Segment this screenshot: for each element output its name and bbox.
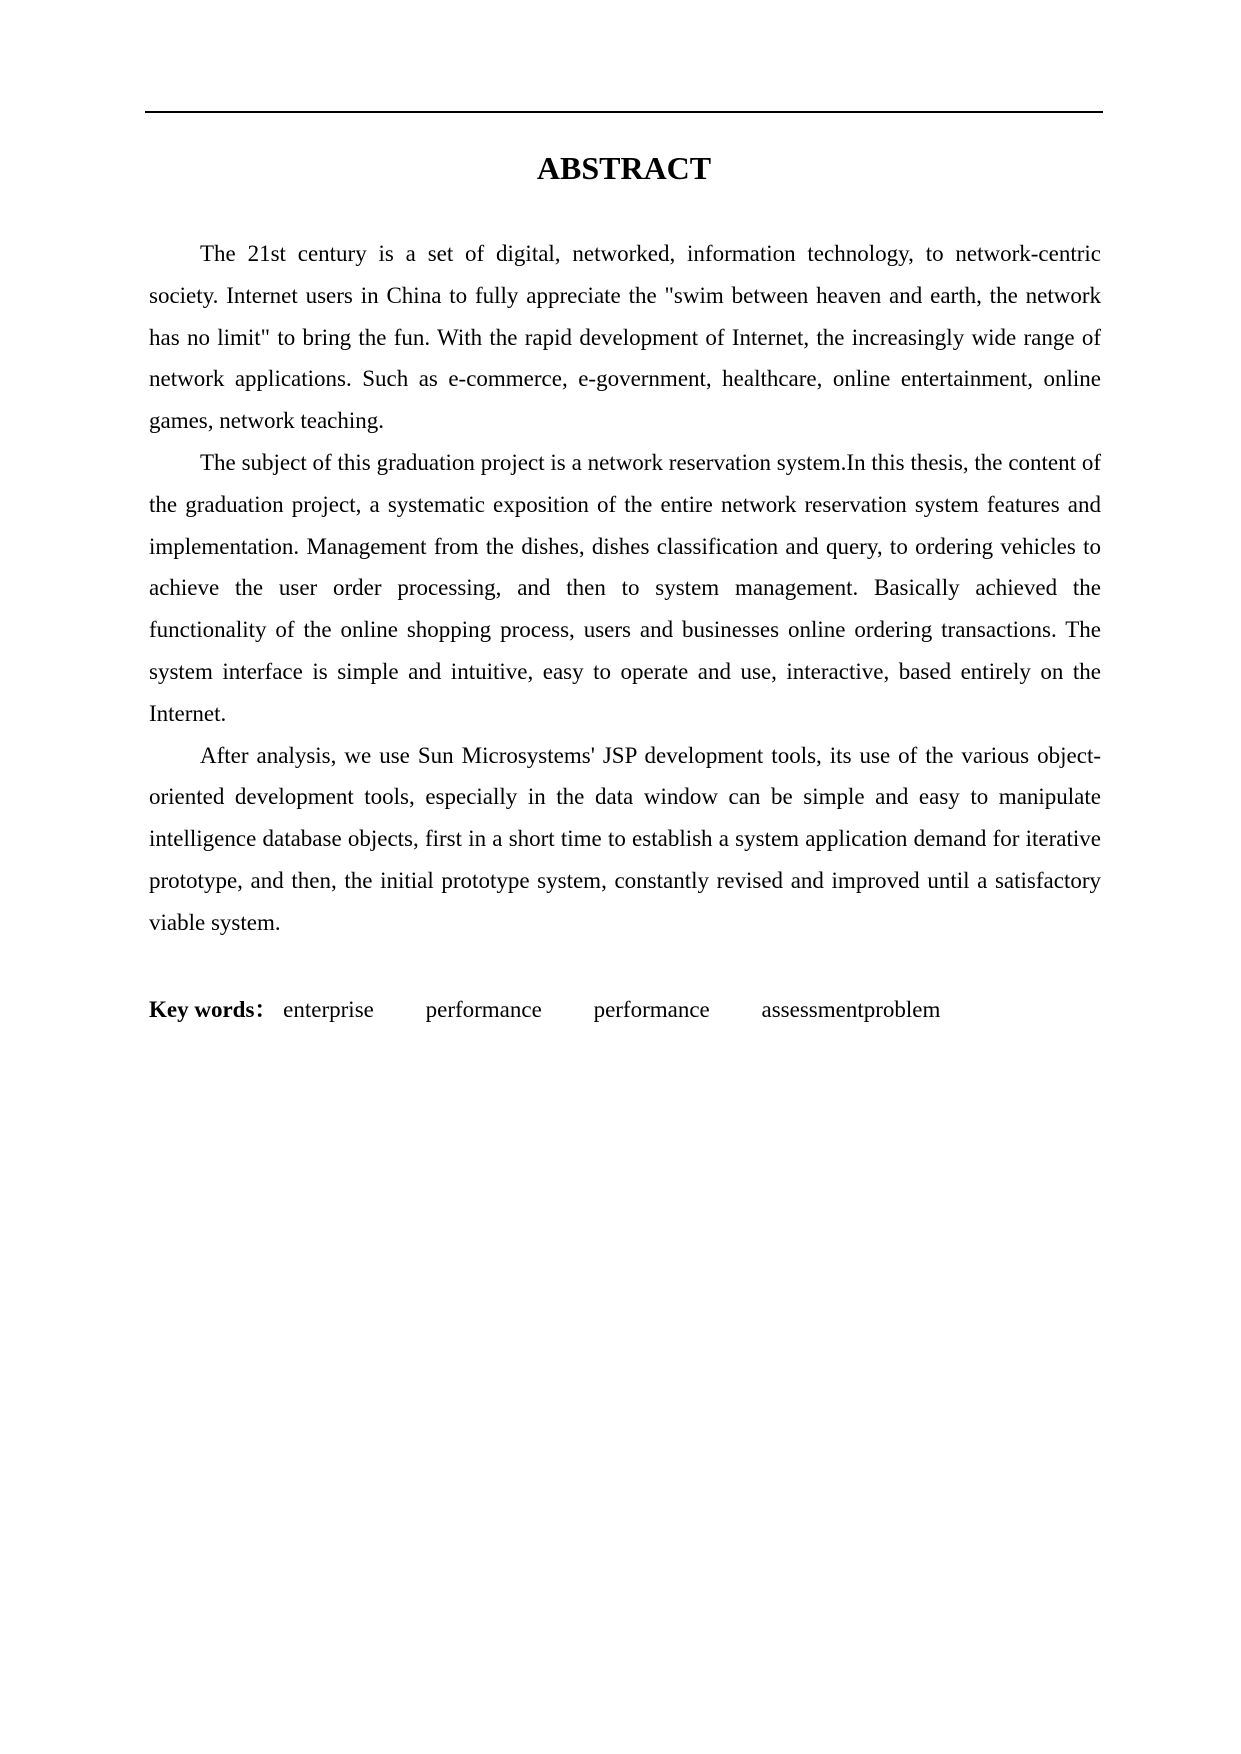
keywords-label: Key words： [149,997,278,1022]
abstract-paragraph-2: The subject of this graduation project is a network reservation system.In this thesis, the content of the graduation project, a systematic exposition of the entire network reservation system features and implementation. Management from the dishes, dishes classification and query, to ordering vehicles to achieve the user order processing, and then to system management. Basically achieved the functionality of the online shopping process, users and businesses online ordering transactions. The system interface is simple and intuitive, easy to operate and use, interactive, based entirely on the Internet. [149,449,1101,726]
keyword-3: performance [593,997,710,1022]
abstract-body [149,233,1101,944]
abstract-title: ABSTRACT [536,150,712,186]
abstract-paragraph-1: The 21st century is a set of digital, networked, information technology, to network-centric society. Internet users in China to fully appreciate the "swim between heaven and earth, the network has no limit" to bring the fun. With the rapid development of Internet, the increasingly wide range of network applications. Such as e-commerce, e-government, healthcare, online entertainment, online games, network teaching. [149,241,1101,434]
keyword-1: enterprise [283,997,374,1022]
header-rule [145,111,1103,113]
keyword-4: assessmentproblem [761,997,941,1022]
keywords-line [149,994,1101,1026]
keyword-2: performance [425,997,542,1022]
abstract-paragraph-3: After analysis, we use Sun Microsystems' JSP development tools, its use of the various object-oriented development tools, especially in the data window can be simple and easy to manipulate intelligence database objects, first in a short time to establish a system application demand for iterative prototype, and then, the initial prototype system, constantly revised and improved until a satisfactory viable system. [149,742,1101,935]
